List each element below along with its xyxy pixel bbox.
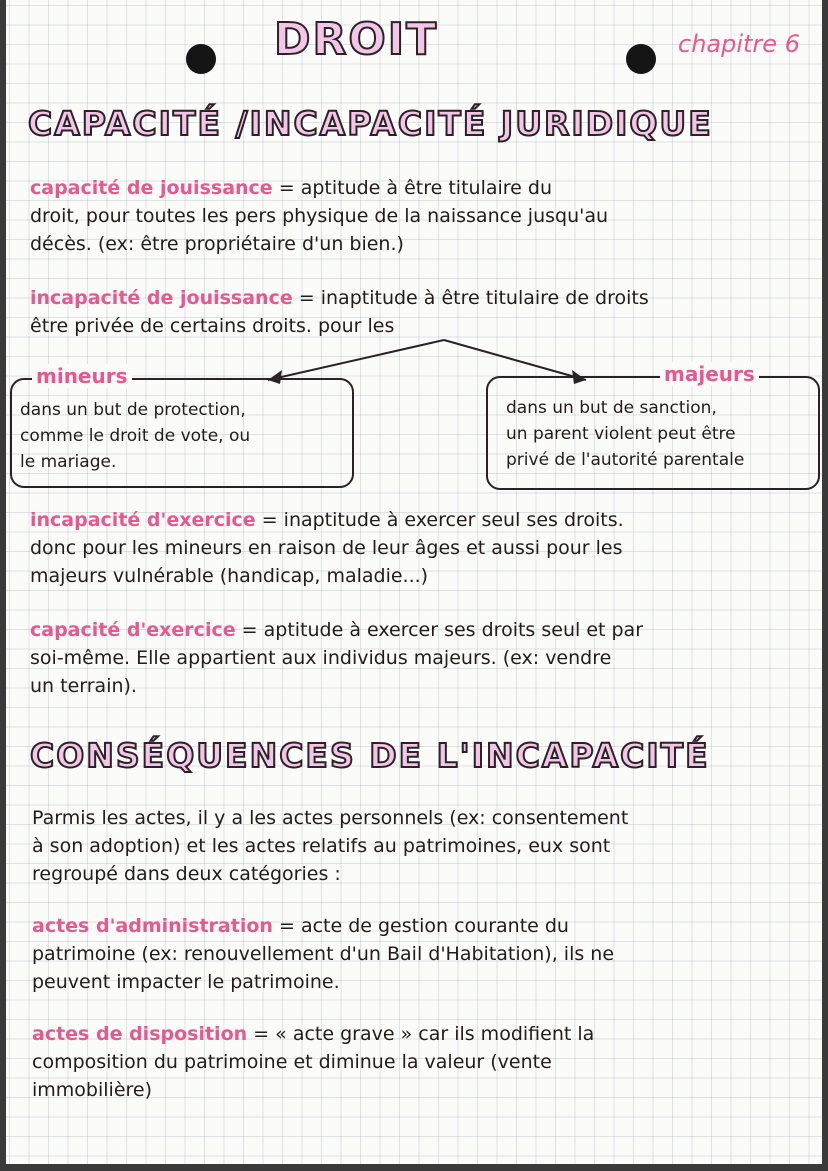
notebook-page (6, 0, 822, 1164)
majeurs-line3: privé de l'autorité parentale (506, 450, 745, 470)
definition-disposition-line2: composition du patrimoine et diminue la valeur (vente (32, 1051, 552, 1073)
definition-disposition-line3: immobilière) (32, 1079, 153, 1101)
definition-capacite-jouissance-line1: capacité de jouissance = aptitude à être titulaire du (30, 177, 552, 199)
mineurs-box (10, 364, 354, 488)
definition-capacite-jouissance-line2: droit, pour toutes les pers physique de la naissance jusqu'au (30, 205, 609, 227)
definition-administration-line3: peuvent impacter le patrimoine. (32, 971, 340, 993)
section-heading-consequences: CONSÉQUENCES DE L'INCAPACITÉ (30, 736, 710, 775)
definition-capacite-exercice-line2: soi-même. Elle appartient aux individus majeurs. (ex: vendre (30, 647, 612, 669)
branch-arrows (6, 0, 822, 420)
term-capacite-jouissance: capacité de jouissance (30, 177, 273, 199)
mineurs-line3: le mariage. (20, 452, 117, 472)
term-capacite-exercice: capacité d'exercice (30, 619, 236, 641)
definition-capacite-exercice-line3: un terrain). (30, 675, 137, 697)
term-disposition: actes de disposition (32, 1023, 248, 1045)
intro-line3: regroupé dans deux catégories : (32, 863, 341, 885)
definition-incapacite-exercice-line3: majeurs vulnérable (handicap, maladie...) (30, 565, 429, 587)
page-title: DROIT (274, 14, 439, 65)
definition-incapacite-jouissance-line2: être privée de certains droits. pour les (30, 315, 395, 337)
term-incapacite-exercice: incapacité d'exercice (30, 509, 256, 531)
definition-incapacite-exercice-line2: donc pour les mineurs en raison de leur âges et aussi pour les (30, 537, 623, 559)
intro-line1: Parmis les actes, il y a les actes personnels (ex: consentement (32, 807, 629, 829)
mineurs-line1: dans un but de protection, (20, 400, 246, 420)
majeurs-line2: un parent violent peut être (506, 424, 736, 444)
chapter-label: chapitre 6 (678, 30, 800, 58)
section-heading-capacite: CAPACITÉ /INCAPACITÉ JURIDIQUE (28, 104, 713, 143)
term-incapacite-jouissance: incapacité de jouissance (30, 287, 293, 309)
definition-capacite-exercice-line1: capacité d'exercice = aptitude à exercer ses droits seul et par (30, 619, 644, 641)
definition-capacite-jouissance-line3: décès. (ex: être propriétaire d'un bien.) (30, 233, 404, 255)
mineurs-line2: comme le droit de vote, ou (20, 426, 251, 446)
definition-administration-line2: patrimoine (ex: renouvellement d'un Bail d'Habitation), ils ne (32, 943, 615, 965)
definition-disposition-line1: actes de disposition = « acte grave » car ils modifient la (32, 1023, 595, 1045)
definition-incapacite-jouissance-line1: incapacité de jouissance = inaptitude à être titulaire de droits (30, 287, 649, 309)
majeurs-title: majeurs (660, 362, 759, 386)
intro-line2: à son adoption) et les actes relatifs au patrimoines, eux sont (32, 835, 611, 857)
term-administration: actes d'administration (32, 915, 273, 937)
majeurs-box (486, 362, 820, 490)
mineurs-title: mineurs (32, 364, 132, 388)
definition-administration-line1: actes d'administration = acte de gestion courante du (32, 915, 569, 937)
majeurs-line1: dans un but de sanction, (506, 398, 717, 418)
definition-incapacite-exercice-line1: incapacité d'exercice = inaptitude à exercer seul ses droits. (30, 509, 624, 531)
